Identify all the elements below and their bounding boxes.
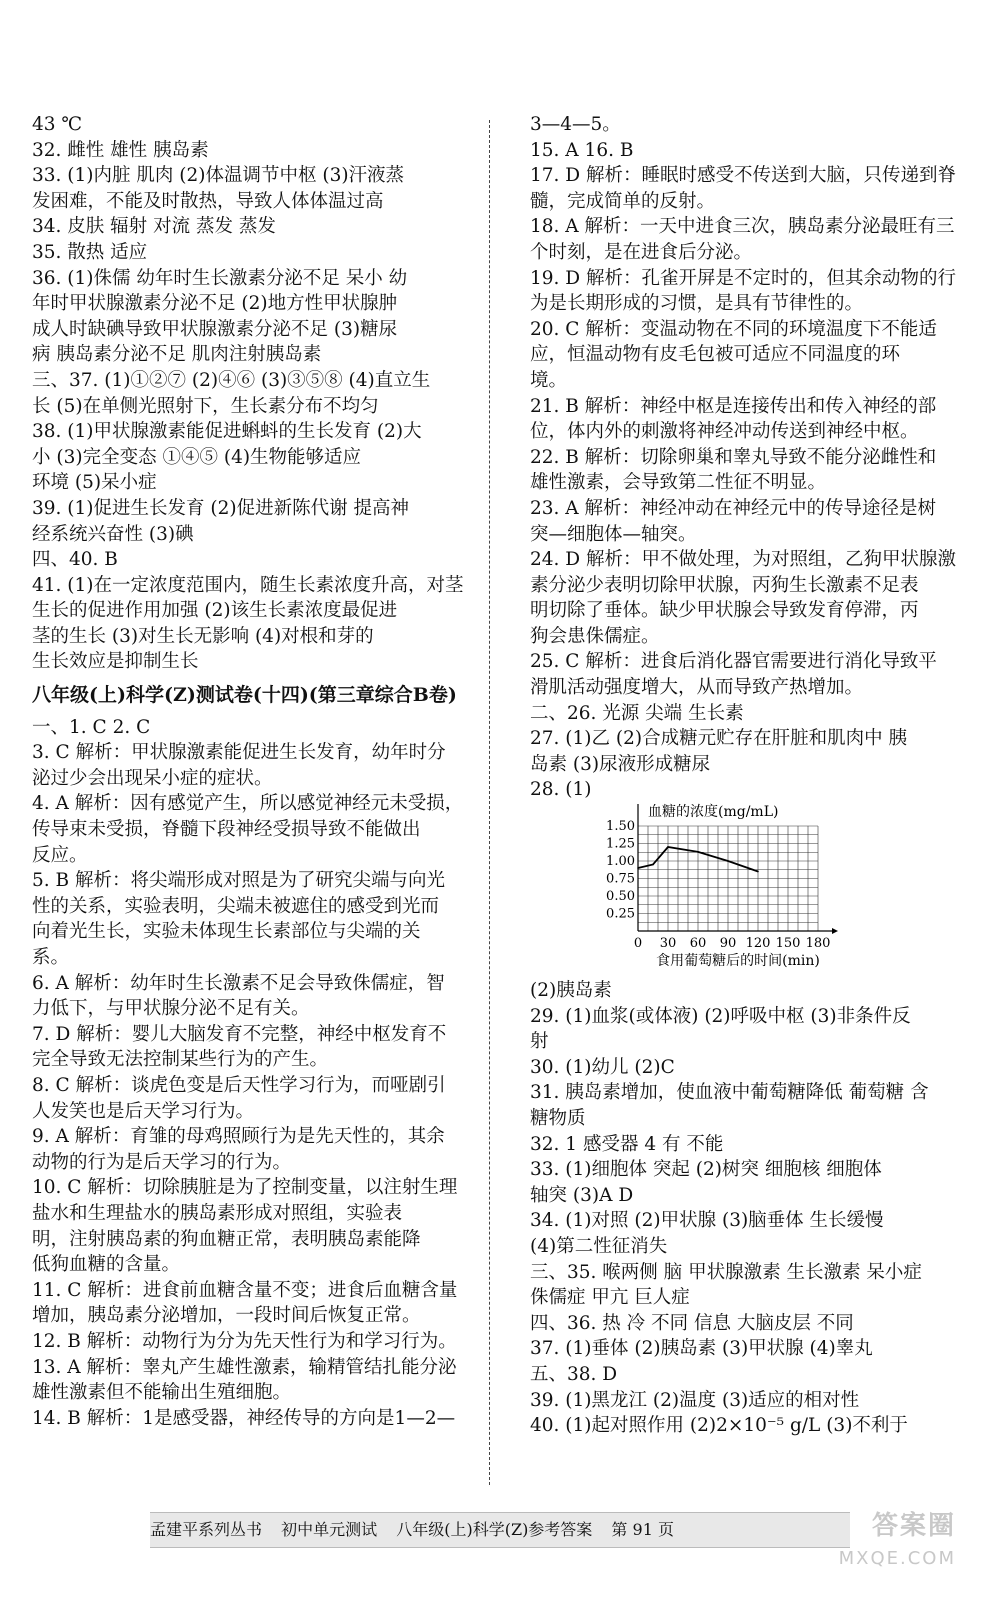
answer-line: 39. (1)黑龙江 (2)温度 (3)适应的相对性 xyxy=(530,1389,860,1411)
footer-book: 初中单元测试 xyxy=(281,1520,378,1539)
answer-line: 25. C 解析：进食后消化器官需要进行消化导致平 xyxy=(530,651,937,673)
answer-line: 27. (1)乙 (2)合成糖元贮存在肝脏和肌肉中 胰 xyxy=(530,728,907,750)
answer-line: 11. C 解析：进食前血糖含量不变；进食后血糖含量 xyxy=(32,1279,458,1301)
x-tick-label: 90 xyxy=(719,936,737,952)
answer-line: 明切除了垂体。缺少甲状腺会导致发育停滞，丙 xyxy=(530,600,919,622)
answer-line: 生长效应是抑制生长 xyxy=(32,651,199,673)
answer-line: 雄性激素，会导致第二性征不明显。 xyxy=(530,472,827,494)
right-answer-block-1 xyxy=(530,112,970,803)
y-tick-label: 1.00 xyxy=(606,854,635,870)
answer-line: 34. 皮肤 辐射 对流 蒸发 蒸发 xyxy=(32,216,276,238)
answer-line: 15. A 16. B xyxy=(530,139,634,161)
x-tick-label: 0 xyxy=(633,936,643,952)
answer-line: 个时刻，是在进食后分泌。 xyxy=(530,241,753,263)
answer-line: 32. 1 感受器 4 有 不能 xyxy=(530,1133,724,1155)
answer-line: 糖物质 xyxy=(530,1108,586,1129)
data-point xyxy=(697,851,699,853)
x-tick-label: 150 xyxy=(775,936,801,952)
answer-line: 明，注射胰岛素的狗血糖正常，表明胰岛素能降 xyxy=(32,1228,421,1250)
answer-line: 为是长期形成的习惯，是具有节律性的。 xyxy=(530,293,864,315)
watermark-logo: 答案圈 xyxy=(871,1511,956,1541)
answer-line: 23. A 解析：神经冲动在神经元中的传导途径是树 xyxy=(530,497,937,519)
watermark-url: MXQE.COM xyxy=(838,1548,956,1569)
answer-line: 轴突 (3)A D xyxy=(530,1184,634,1206)
x-axis-arrow xyxy=(832,928,838,934)
answer-line: 四、36. 热 冷 不同 信息 大脑皮层 不同 xyxy=(530,1312,854,1334)
answer-line: 10. C 解析：切除胰脏是为了控制变量，以注射生理 xyxy=(32,1177,458,1199)
answer-line: 37. (1)垂体 (2)胰岛素 (3)甲状腺 (4)睾丸 xyxy=(530,1338,873,1360)
data-point xyxy=(652,864,654,866)
page-footer xyxy=(150,1512,850,1548)
answer-line: 28. (1) xyxy=(530,779,592,801)
answer-line: 人发笑也是后天学习行为。 xyxy=(32,1100,255,1122)
left-column xyxy=(32,112,480,1431)
answer-line: 素分泌少表明切除甲状腺，丙狗生长激素不足表 xyxy=(530,574,919,596)
footer-subject: 八年级(上)科学(Z)参考答案 xyxy=(396,1520,593,1539)
answer-line: 性的关系，实验表明，尖端未被遮住的感受到光而 xyxy=(32,895,440,917)
y-tick-label: 0.50 xyxy=(606,889,635,905)
answer-line: 17. D 解析：睡眠时感受不传送到大脑，只传递到脊 xyxy=(530,165,957,187)
y-axis-label: 血糖的浓度(mg/mL) xyxy=(648,804,779,821)
answer-line: 低狗血糖的含量。 xyxy=(32,1254,181,1276)
answer-line: 境。 xyxy=(530,369,568,391)
data-point xyxy=(667,846,669,848)
answer-line: 动物的行为是后天学习的行为。 xyxy=(32,1151,292,1173)
y-tick-label: 0.25 xyxy=(606,906,635,922)
answer-line: 20. C 解析：变温动物在不同的环境温度下不能适 xyxy=(530,318,937,340)
answer-line: 二、26. 光源 尖端 生长素 xyxy=(530,702,744,724)
answer-line: 32. 雌性 雄性 胰岛素 xyxy=(32,139,209,161)
answer-line: 茎的生长 (3)对生长无影响 (4)对根和芽的 xyxy=(32,625,374,647)
answer-line: 5. B 解析：将尖端形成对照是为了研究尖端与向光 xyxy=(32,870,446,892)
answer-line: 反应。 xyxy=(32,844,88,866)
x-tick-label: 120 xyxy=(745,936,771,952)
answer-line: 3—4—5。 xyxy=(530,114,621,135)
answer-line: 系。 xyxy=(32,947,70,968)
y-tick-label: 1.50 xyxy=(606,819,635,835)
answer-line: 21. B 解析：神经中枢是连接传出和传入神经的部 xyxy=(530,395,937,417)
answer-line: 7. D 解析：婴儿大脑发育不完整，神经中枢发育不 xyxy=(32,1023,447,1045)
answer-line: 18. A 解析：一天中进食三次，胰岛素分泌最旺有三 xyxy=(530,216,955,238)
answer-line: 14. B 解析：1是感受器，神经传导的方向是1—2— xyxy=(32,1407,456,1429)
answer-line: 五、38. D xyxy=(530,1363,618,1385)
answer-line: 41. (1)在一定浓度范围内，随生长素浓度升高，对茎 xyxy=(32,574,464,596)
blood-sugar-chart xyxy=(570,803,870,978)
answer-line: 30. (1)幼儿 (2)C xyxy=(530,1056,675,1078)
y-tick-label: 1.25 xyxy=(606,836,635,852)
answer-line: 40. (1)起对照作用 (2)2×10⁻⁵ g/L (3)不利于 xyxy=(530,1415,908,1437)
answer-line: 34. (1)对照 (2)甲状腺 (3)脑垂体 生长缓慢 xyxy=(530,1210,884,1232)
data-point xyxy=(727,860,729,862)
answer-line: 4. A 解析：因有感觉产生，所以感觉神经元未受损， xyxy=(32,793,464,815)
answer-line: 小 (3)完全变态 ①④⑤ (4)生物能够适应 xyxy=(32,446,362,468)
answer-line: 狗会患侏儒症。 xyxy=(530,625,660,647)
answer-line: 39. (1)促进生长发育 (2)促进新陈代谢 提高神 xyxy=(32,497,409,519)
answer-line: 突—细胞体—轴突。 xyxy=(530,523,697,545)
answer-line: 24. D 解析：甲不做处理，为对照组，乙狗甲状腺激 xyxy=(530,549,957,571)
y-tick-label: 0.75 xyxy=(606,871,635,887)
answer-line: 雄性激素但不能输出生殖细胞。 xyxy=(32,1382,292,1404)
answer-line: 环境 (5)呆小症 xyxy=(32,472,157,494)
answer-line: 位，体内外的刺激将神经冲动传送到神经中枢。 xyxy=(530,421,919,443)
answer-line: 一、1. C 2. C xyxy=(32,716,151,738)
footer-series: 孟建平系列丛书 xyxy=(150,1520,263,1539)
answer-line: 33. (1)细胞体 突起 (2)树突 细胞核 细胞体 xyxy=(530,1159,882,1181)
answer-line: 13. A 解析：睾丸产生雄性激素，输精管结扎能分泌 xyxy=(32,1356,457,1378)
right-column xyxy=(530,112,970,1439)
answer-line: 29. (1)血浆(或体液) (2)呼吸中枢 (3)非条件反 xyxy=(530,1005,911,1027)
answer-line: 3. C 解析：甲状腺激素能促进生长发育，幼年时分 xyxy=(32,742,446,764)
answer-line: 盐水和生理盐水的胰岛素形成对照组，实验表 xyxy=(32,1202,403,1224)
answer-line: 力低下，与甲状腺分泌不足有关。 xyxy=(32,998,310,1020)
data-point xyxy=(757,871,759,873)
left-answer-block-2 xyxy=(32,715,480,1432)
column-divider xyxy=(489,120,490,1485)
answer-line: 发困难，不能及时散热，导致人体体温过高 xyxy=(32,190,384,212)
x-tick-label: 180 xyxy=(805,936,831,952)
chart-svg xyxy=(570,803,870,978)
answer-line: 12. B 解析：动物行为分为先天性行为和学习行为。 xyxy=(32,1330,457,1352)
answer-line: 滑肌活动强度增大，从而导致产热增加。 xyxy=(530,677,864,699)
right-answer-block-2 xyxy=(530,978,970,1439)
data-point xyxy=(637,867,639,869)
answer-line: 侏儒症 甲亢 巨人症 xyxy=(530,1287,690,1309)
answer-line: 向着光生长，实验未体现生长素部位与尖端的关 xyxy=(32,921,421,943)
x-tick-label: 60 xyxy=(689,936,707,952)
section-heading: 八年级(上)科学(Z)测试卷(十四)(第三章综合B卷) xyxy=(32,684,457,707)
footer-page: 第 91 页 xyxy=(611,1520,674,1539)
answer-line: 成人时缺碘导致甲状腺激素分泌不足 (3)糖尿 xyxy=(32,318,398,340)
answer-line: 31. 胰岛素增加，使血液中葡萄糖降低 葡萄糖 含 xyxy=(530,1082,929,1104)
answer-line: 年时甲状腺激素分泌不足 (2)地方性甲状腺肿 xyxy=(32,293,398,315)
answer-line: 三、37. (1)①②⑦ (2)④⑥ (3)③⑤⑧ (4)直立生 xyxy=(32,369,431,391)
answer-line: 35. 散热 适应 xyxy=(32,241,148,263)
answer-line: 经系统兴奋性 (3)碘 xyxy=(32,523,194,545)
answer-line: 36. (1)侏儒 幼年时生长激素分泌不足 呆小 幼 xyxy=(32,267,408,289)
answer-line: 增加，胰岛素分泌增加，一段时间后恢复正常。 xyxy=(32,1305,421,1327)
answer-line: 病 胰岛素分泌不足 肌肉注射胰岛素 xyxy=(32,344,322,366)
answer-line: 生长的促进作用加强 (2)该生长素浓度最促进 xyxy=(32,600,398,622)
answer-line: 髓，完成简单的反射。 xyxy=(530,190,716,212)
answer-line: 泌过少会出现呆小症的症状。 xyxy=(32,767,273,789)
answer-line: 9. A 解析：育雏的母鸡照顾行为是先天性的，其余 xyxy=(32,1126,445,1148)
x-tick-label: 30 xyxy=(659,936,677,952)
left-answer-block-1 xyxy=(32,112,480,675)
x-axis-label: 食用葡萄糖后的时间(min) xyxy=(656,953,820,970)
answer-line: 8. C 解析：谈虎色变是后天性学习行为，而哑剧引 xyxy=(32,1074,446,1096)
answer-line: 22. B 解析：切除卵巢和睾丸导致不能分泌雌性和 xyxy=(530,446,937,468)
answer-line: 岛素 (3)尿液形成糖尿 xyxy=(530,753,711,775)
answer-line: 三、35. 喉两侧 脑 甲状腺激素 生长激素 呆小症 xyxy=(530,1261,922,1283)
answer-line: 完全导致无法控制某些行为的产生。 xyxy=(32,1049,329,1071)
answer-line: 38. (1)甲状腺激素能促进蝌蚪的生长发育 (2)大 xyxy=(32,421,422,443)
answer-line: 应，恒温动物有皮毛包被可适应不同温度的环 xyxy=(530,344,901,366)
answer-line: 19. D 解析：孔雀开屏是不定时的，但其余动物的行 xyxy=(530,267,957,289)
answer-line: (2)胰岛素 xyxy=(530,980,612,1002)
answer-line: 43 ℃ xyxy=(32,114,83,135)
answer-line: (4)第二性征消失 xyxy=(530,1235,668,1257)
answer-line: 6. A 解析：幼年时生长激素不足会导致侏儒症，智 xyxy=(32,972,445,994)
answer-line: 四、40. B xyxy=(32,549,118,571)
answer-line: 传导束未受损，脊髓下段神经受损导致不能做出 xyxy=(32,819,421,841)
answer-line: 33. (1)内脏 肌肉 (2)体温调节中枢 (3)汗液蒸 xyxy=(32,165,405,187)
answer-line: 射 xyxy=(530,1031,549,1053)
answer-line: 长 (5)在单侧光照射下，生长素分布不均匀 xyxy=(32,395,379,417)
